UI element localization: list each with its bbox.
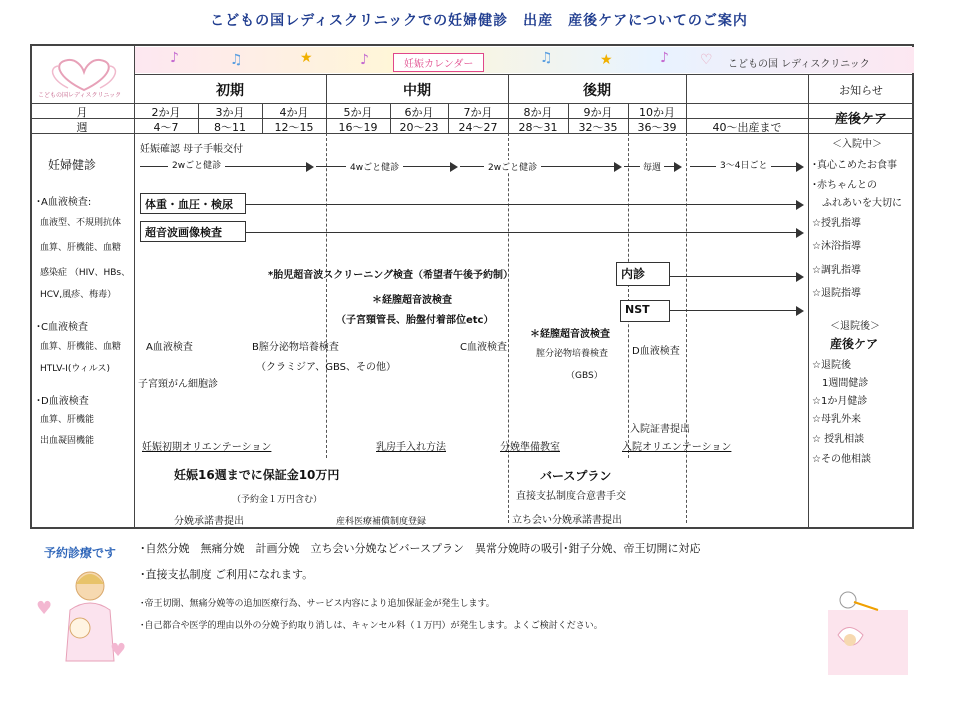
- consent-submit: 分娩承諾書提出: [174, 516, 244, 527]
- music-note-icon: ♫: [540, 50, 553, 66]
- bottom-line: ･自己都合や医学的理由以外の分娩予約取り消しは、キャンセル料（１万円）が発生します。よくご検討ください。: [140, 621, 603, 631]
- week-cell: 8～11: [214, 121, 246, 134]
- b-culture-test: B膣分泌物培養検査: [252, 342, 339, 353]
- week-cell: 12～15: [274, 121, 314, 134]
- naishin-box: 内診: [616, 262, 670, 286]
- month-cell: 9か月: [583, 106, 613, 119]
- week-cell: 28～31: [518, 121, 558, 134]
- notice-item: ☆退院指導: [812, 288, 861, 299]
- obstetric-compensation: 産科医療補償制度登録: [336, 517, 427, 527]
- heart-icon: ♥: [36, 598, 53, 619]
- month-cell: 7か月: [463, 106, 493, 119]
- star-icon: ★: [300, 50, 313, 66]
- month-cell: 10か月: [639, 106, 675, 119]
- heart-icon: ♥: [110, 640, 127, 661]
- week-cell: 32～35: [578, 121, 618, 134]
- boshi-techo: 妊娠確認 母子手帳交付: [140, 144, 244, 155]
- c-blood-title: ･C血液検査: [36, 322, 88, 333]
- c-blood-test: C血液検査: [460, 342, 507, 353]
- period-late: 後期: [583, 83, 611, 99]
- notice-item: ☆沐浴指導: [812, 241, 861, 252]
- a-blood-title: ･A血液検査:: [36, 197, 92, 208]
- c-blood-item: HTLV-I(ウィルス): [40, 364, 111, 374]
- admission-doc: 入院証書提出: [630, 424, 690, 435]
- stork-illustration: [808, 580, 918, 680]
- birth-plan: バースプラン: [540, 469, 612, 483]
- deposit-info: 妊娠16週までに保証金10万円: [174, 468, 340, 482]
- arrow-nst: [670, 310, 802, 311]
- d-blood-item: 出血凝固機能: [40, 436, 95, 446]
- arrow-2w: [140, 166, 312, 167]
- postpartum-header: 産後ケア: [834, 112, 887, 127]
- week-cell: 40～出産まで: [712, 121, 782, 134]
- a-blood-item: 血液型、不規則抗体: [40, 218, 122, 228]
- freq-3-4days: 3～4日ごと: [716, 158, 771, 171]
- music-note-icon: ♪: [360, 52, 369, 68]
- gbs-culture-test: 膣分泌物培養検査: [536, 349, 609, 359]
- month-cell: 2か月: [151, 106, 181, 119]
- notice-item: ☆退院後: [812, 360, 851, 371]
- week-cell: 4～7: [153, 121, 179, 134]
- cervical-test: 子宮頸がん細胞診: [138, 379, 218, 390]
- notice-item: ☆1か月健診: [812, 396, 868, 407]
- period-early: 初期: [216, 83, 244, 99]
- attend-consent-submit: 立ち会い分娩承諾書提出: [512, 515, 622, 526]
- month-label: 月: [76, 106, 88, 119]
- arrow-ultrasound: [244, 232, 802, 233]
- notice-item: ☆調乳指導: [812, 265, 861, 276]
- star-icon: ★: [600, 52, 613, 68]
- period-mid: 中期: [403, 83, 431, 99]
- page-title: こどもの国レディスクリニックでの妊婦健診 出産 産後ケアについてのご案内: [210, 13, 748, 29]
- music-note-icon: ♪: [170, 50, 179, 66]
- arrow-naishin: [670, 276, 802, 277]
- nst-box: NST: [620, 300, 670, 322]
- bottom-line: ･帝王切開、無痛分娩等の追加医療行為、サービス内容により追加保証金が発生します。: [140, 599, 495, 609]
- month-cell: 6か月: [404, 106, 434, 119]
- d-blood-title: ･D血液検査: [36, 396, 89, 407]
- a-blood-test: A血液検査: [146, 342, 193, 353]
- after-discharge-heading: ＜退院後＞: [830, 321, 880, 332]
- transvaginal-late: ＊経膣超音波検査: [530, 329, 610, 340]
- delivery-prep-class: 分娩準備教室: [500, 442, 560, 453]
- a-blood-item: HCV,風疹、梅毒）: [40, 290, 117, 300]
- month-cell: 8か月: [523, 106, 553, 119]
- a-blood-item: 血算、肝機能、血糖: [40, 243, 122, 253]
- notice-item: ･赤ちゃんとの: [812, 180, 877, 191]
- week-cell: 16～19: [338, 121, 378, 134]
- ultrasound-box: 超音波画像検査: [140, 221, 246, 242]
- week-label: 週: [76, 121, 88, 134]
- notice-item: ☆授乳指導: [812, 218, 861, 229]
- music-note-icon: ♫: [230, 52, 243, 68]
- arrow-weight: [244, 204, 802, 205]
- notice-item: ☆ 授乳相談: [812, 434, 865, 445]
- month-cell: 3か月: [215, 106, 245, 119]
- transvaginal-mid: ＊経膣超音波検査: [372, 295, 452, 306]
- c-blood-item: 血算、肝機能、血糖: [40, 342, 122, 352]
- a-blood-item: 感染症 （HIV、HBs、: [40, 268, 131, 278]
- notice-item: 1週間健診: [812, 378, 869, 389]
- freq-4w: 4wごと健診: [346, 160, 403, 173]
- in-hospital-heading: ＜入院中＞: [832, 139, 882, 150]
- postpartum-care-label: 産後ケア: [830, 337, 879, 351]
- checkup-label: 妊婦健診: [48, 158, 97, 172]
- b-culture-note: （クラミジア、GBS、その他）: [256, 362, 396, 373]
- notice-item: ･真心こめたお食事: [812, 160, 897, 171]
- week-cell: 24～27: [458, 121, 498, 134]
- heart-icon: ♡: [700, 52, 713, 68]
- d-blood-item: 血算、肝機能: [40, 415, 95, 425]
- bottom-line: ･直接支払制度 ご利用になれます。: [140, 568, 314, 581]
- d-blood-test: D血液検査: [632, 346, 680, 357]
- month-cell: 5か月: [343, 106, 373, 119]
- gbs-label: （GBS）: [566, 371, 603, 381]
- freq-2w-late: 2wごと健診: [484, 160, 541, 173]
- freq-2w-early: 2wごと健診: [168, 158, 225, 171]
- notice-item: ふれあいを大切に: [812, 198, 902, 209]
- notice-item: ☆その他相談: [812, 454, 871, 465]
- orientation-early: 妊娠初期オリエンテーション: [142, 442, 272, 453]
- notice-item: ☆母乳外来: [812, 414, 861, 425]
- clinic-name: こどもの国 レディスクリニック: [728, 59, 870, 70]
- orientation-admit: 入院オリエンテーション: [622, 442, 732, 453]
- deposit-note: （予約金１万円含む）: [232, 495, 323, 505]
- breast-care: 乳房手入れ方法: [376, 442, 446, 453]
- logo-caption: こどもの国レディスクリニック: [38, 92, 122, 99]
- month-cell: 4か月: [279, 106, 309, 119]
- fetal-screening: *胎児超音波スクリーニング検査（希望者午後予約制）: [268, 270, 514, 281]
- transvaginal-mid-note: （子宮頸管長、胎盤付着部位etc）: [336, 315, 494, 326]
- notice-header: お知らせ: [839, 84, 883, 97]
- bottom-line: ･自然分娩 無痛分娩 計画分娩 立ち会い分娩などバースプラン 異常分娩時の吸引･鉗子分娩、帝王切開に対応: [140, 542, 701, 555]
- music-note-icon: ♪: [660, 50, 669, 66]
- freq-weekly: 毎週: [640, 160, 664, 173]
- calendar-label: 妊娠カレンダー: [393, 53, 484, 72]
- week-cell: 20～23: [399, 121, 439, 134]
- reservation-label: 予約診療です: [44, 546, 117, 560]
- weight-bp-urine-box: 体重・血圧・検尿: [140, 193, 246, 214]
- direct-payment-agreement: 直接支払制度合意書手交: [516, 491, 626, 502]
- week-cell: 36～39: [637, 121, 677, 134]
